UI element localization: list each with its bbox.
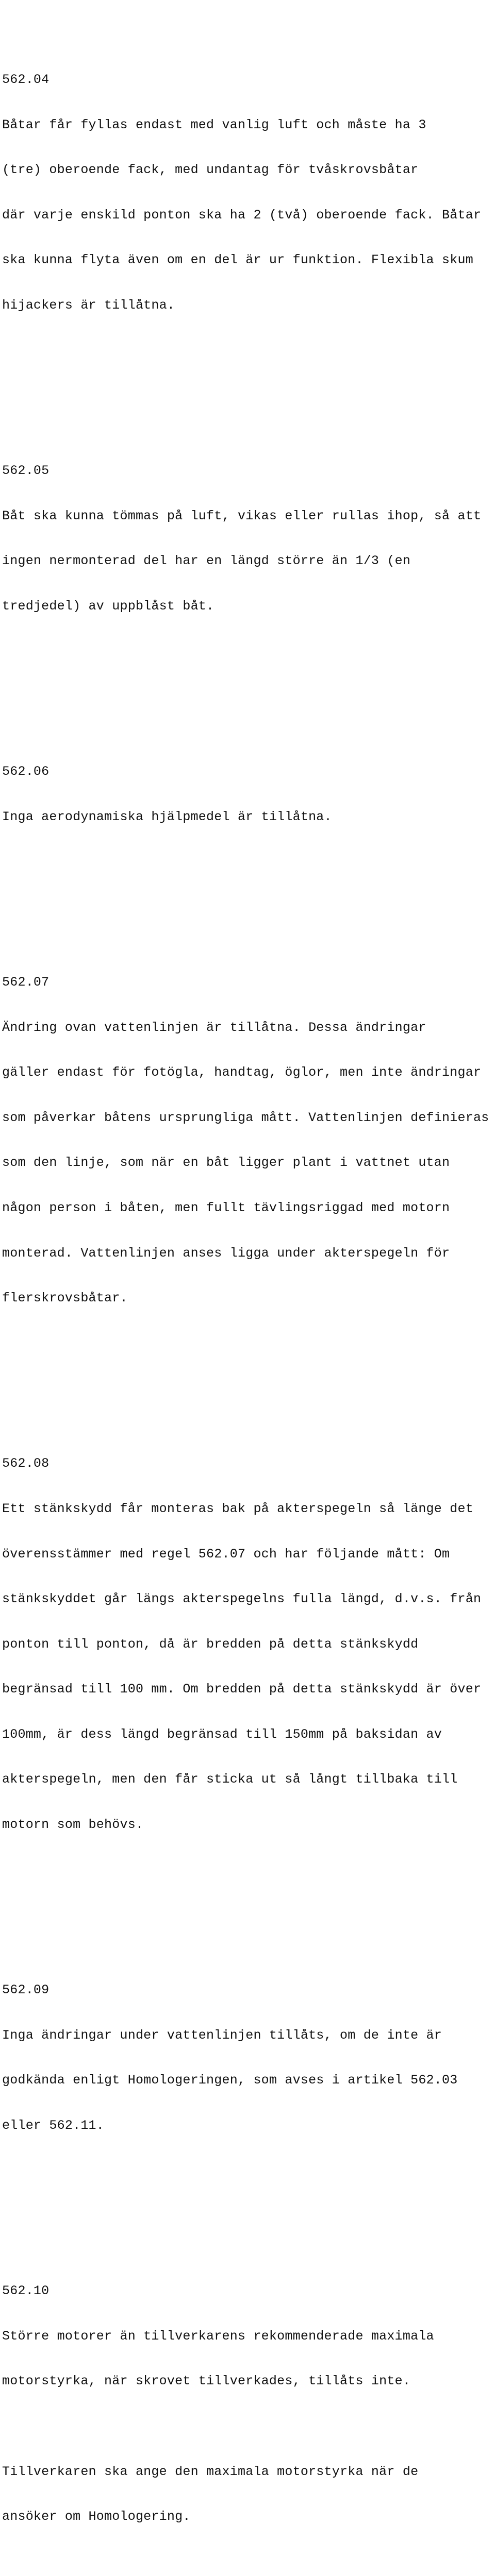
rule-text-line: Ändring ovan vattenlinjen är tillåtna. Dessa ändringar: [2, 1020, 426, 1035]
rule-text-line: Ett stänkskydd får monteras bak på akterspegeln så länge det: [2, 1501, 473, 1516]
rule-text-line: som påverkar båtens ursprungliga mått. Vattenlinjen definieras: [2, 1110, 489, 1125]
rule-section-562-09: [2, 1953, 494, 2163]
rule-text-line: ansöker om Homologering.: [2, 2509, 191, 2524]
rule-number: 562.09: [2, 1982, 50, 1998]
rule-section-562-07: [2, 945, 494, 1336]
rule-text-line: Båtar får fyllas endast med vanlig luft och måste ha 3: [2, 117, 426, 132]
paragraph-gap: [2, 2419, 494, 2434]
rule-number: 562.04: [2, 72, 50, 88]
rule-text-line: akterspegeln, men den får sticka ut så långt tillbaka till: [2, 1772, 458, 1787]
rule-text-line: Båt ska kunna tömmas på luft, vikas eller rullas ihop, så att: [2, 508, 482, 523]
rule-text-line: som den linje, som när en båt ligger plant i vattnet utan: [2, 1155, 450, 1171]
rule-text-line: begränsad till 100 mm. Om bredden på detta stänkskydd är över: [2, 1682, 482, 1697]
rule-text-line: Större motorer än tillverkarens rekommenderade maximala: [2, 2328, 434, 2344]
rule-section-562-05: [2, 433, 494, 644]
rule-text-line: motorstyrka, när skrovet tillverkades, tillåts inte.: [2, 2374, 411, 2389]
rule-section-562-08: [2, 1426, 494, 1862]
section-gap: [2, 2193, 494, 2208]
rule-number: 562.05: [2, 463, 50, 479]
rule-text-line: monterad. Vattenlinjen anses ligga under akterspegeln för: [2, 1245, 450, 1261]
rule-text-line: ponton till ponton, då är bredden på detta stänkskydd: [2, 1636, 419, 1652]
rule-text-line: stänkskyddet går längs akterspegelns fulla längd, d.v.s. från: [2, 1591, 482, 1607]
rule-number: 562.08: [2, 1456, 50, 1471]
rule-text-line: Inga aerodynamiska hjälpmedel är tillåtna.: [2, 809, 332, 824]
rule-text-line: eller 562.11.: [2, 2118, 105, 2133]
rule-text-line: någon person i båten, men fullt tävlingsriggad med motorn: [2, 1200, 450, 1215]
rule-text-line: (tre) oberoende fack, med undantag för tvåskrovsbåtar: [2, 162, 419, 178]
rule-text-line: ingen nermonterad del har en längd större än 1/3 (en: [2, 553, 411, 569]
rule-text-line: ska kunna flyta även om en del är ur funktion. Flexibla skum: [2, 252, 473, 268]
rule-text-line: tredjedel) av uppblåst båt.: [2, 598, 214, 614]
section-gap: [2, 1892, 494, 1907]
rule-number: 562.06: [2, 764, 50, 779]
rule-text-line: gäller endast för fotögla, handtag, öglor, men inte ändringar: [2, 1065, 482, 1080]
rule-number: 562.07: [2, 974, 50, 990]
rule-section-562-04: [2, 42, 494, 343]
rule-text-line: 100mm, är dess längd begränsad till 150mm på baksidan av: [2, 1726, 442, 1742]
rule-text-line: hijackers är tillåtna.: [2, 297, 175, 313]
rule-text-line: överensstämmer med regel 562.07 och har följande mått: Om: [2, 1546, 450, 1562]
rule-text-line: där varje enskild ponton ska ha 2 (två) oberoende fack. Båtar: [2, 207, 482, 223]
document-page: [2, 0, 494, 2576]
rule-section-562-06: [2, 734, 494, 855]
rule-text-line: motorn som behövs.: [2, 1817, 144, 1833]
section-gap: [2, 373, 494, 388]
rule-number: 562.10: [2, 2283, 50, 2299]
rule-section-562-10: [2, 2253, 494, 2554]
rule-text-line: Tillverkaren ska ange den maximala motorstyrka när de: [2, 2464, 419, 2479]
rule-text-line: godkända enligt Homologeringen, som avses i artikel 562.03: [2, 2073, 458, 2088]
section-gap: [2, 674, 494, 689]
section-gap: [2, 1366, 494, 1381]
rule-text-line: Inga ändringar under vattenlinjen tillåts, om de inte är: [2, 2027, 442, 2043]
section-gap: [2, 885, 494, 900]
rule-text-line: flerskrovsbåtar.: [2, 1291, 128, 1306]
